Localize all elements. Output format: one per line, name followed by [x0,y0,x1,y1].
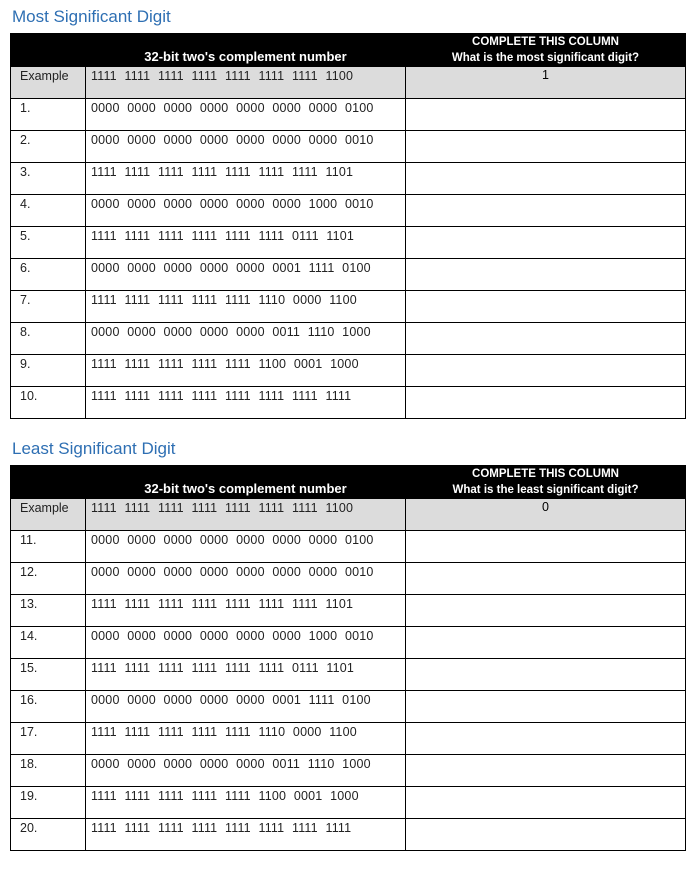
row-number: 1111 1111 1111 1111 1111 1111 1111 1111 [86,387,406,419]
table-row [11,195,686,227]
answer-cell[interactable] [406,323,686,355]
example-answer: 0 [406,499,686,531]
lsd-corner-header [11,466,86,499]
lsd-section-title: Least Significant Digit [12,439,176,458]
row-number: 0000 0000 0000 0000 0000 0001 1111 0100 [86,259,406,291]
row-number: 1111 1111 1111 1111 1111 1111 0111 1101 [86,659,406,691]
msd-example-row [11,67,686,99]
answer-cell[interactable] [406,627,686,659]
answer-cell[interactable] [406,723,686,755]
row-label: 6. [11,259,86,291]
answer-cell[interactable] [406,563,686,595]
example-number: 1111 1111 1111 1111 1111 1111 1111 1100 [86,67,406,99]
table-row [11,227,686,259]
row-label: 11. [11,531,86,563]
example-label: Example [11,499,86,531]
lsd-number-header: 32-bit two's complement number [86,466,406,499]
lsd-answer-header [406,466,686,499]
lsd-example-row [11,499,686,531]
example-number: 1111 1111 1111 1111 1111 1111 1111 1100 [86,499,406,531]
row-label: 20. [11,819,86,851]
table-row [11,755,686,787]
row-label: 3. [11,163,86,195]
lsd-header-row [11,466,686,499]
msd-table [10,33,686,419]
msd-question-label: What is the most significant digit? [451,52,640,64]
answer-cell[interactable] [406,387,686,419]
table-row [11,563,686,595]
table-row [11,99,686,131]
msd-complete-column-label: COMPLETE THIS COLUMN [472,36,619,48]
row-number: 1111 1111 1111 1111 1111 1111 1111 1101 [86,163,406,195]
table-row [11,787,686,819]
row-number: 1111 1111 1111 1111 1111 1110 0000 1100 [86,723,406,755]
table-row [11,627,686,659]
row-label: 18. [11,755,86,787]
table-row [11,163,686,195]
answer-cell[interactable] [406,755,686,787]
lsd-complete-column-label: COMPLETE THIS COLUMN [472,468,619,480]
answer-cell[interactable] [406,259,686,291]
row-label: 12. [11,563,86,595]
lsd-table [10,465,686,851]
row-number: 1111 1111 1111 1111 1111 1111 1111 1101 [86,595,406,627]
row-label: 15. [11,659,86,691]
answer-cell[interactable] [406,819,686,851]
answer-cell[interactable] [406,355,686,387]
row-label: 8. [11,323,86,355]
table-row [11,531,686,563]
row-number: 0000 0000 0000 0000 0000 0001 1111 0100 [86,691,406,723]
answer-cell[interactable] [406,531,686,563]
msd-header-row [11,34,686,67]
table-row [11,819,686,851]
row-label: 13. [11,595,86,627]
table-row [11,259,686,291]
row-number: 1111 1111 1111 1111 1111 1100 0001 1000 [86,787,406,819]
row-label: 9. [11,355,86,387]
answer-cell[interactable] [406,595,686,627]
row-number: 0000 0000 0000 0000 0000 0000 0000 0010 [86,131,406,163]
table-row [11,723,686,755]
row-label: 14. [11,627,86,659]
table-row [11,131,686,163]
row-number: 1111 1111 1111 1111 1111 1110 0000 1100 [86,291,406,323]
table-row [11,691,686,723]
row-number: 0000 0000 0000 0000 0000 0000 0000 0100 [86,531,406,563]
answer-cell[interactable] [406,227,686,259]
lsd-question-label: What is the least significant digit? [452,484,639,496]
row-number: 1111 1111 1111 1111 1111 1111 0111 1101 [86,227,406,259]
answer-cell[interactable] [406,291,686,323]
msd-section-title: Most Significant Digit [12,7,171,26]
msd-number-header: 32-bit two's complement number [86,34,406,67]
table-row [11,323,686,355]
table-row [11,659,686,691]
msd-corner-header [11,34,86,67]
example-answer: 1 [406,67,686,99]
row-number: 0000 0000 0000 0000 0000 0000 0000 0100 [86,99,406,131]
answer-cell[interactable] [406,691,686,723]
table-row [11,291,686,323]
row-label: 16. [11,691,86,723]
row-number: 0000 0000 0000 0000 0000 0011 1110 1000 [86,755,406,787]
row-label: 17. [11,723,86,755]
answer-cell[interactable] [406,195,686,227]
row-number: 0000 0000 0000 0000 0000 0000 1000 0010 [86,627,406,659]
row-label: 4. [11,195,86,227]
answer-cell[interactable] [406,131,686,163]
row-label: 7. [11,291,86,323]
row-label: 10. [11,387,86,419]
table-row [11,355,686,387]
row-label: 5. [11,227,86,259]
row-label: 19. [11,787,86,819]
row-number: 0000 0000 0000 0000 0000 0011 1110 1000 [86,323,406,355]
row-number: 1111 1111 1111 1111 1111 1111 1111 1111 [86,819,406,851]
table-row [11,595,686,627]
answer-cell[interactable] [406,787,686,819]
row-label: 1. [11,99,86,131]
answer-cell[interactable] [406,99,686,131]
row-number: 0000 0000 0000 0000 0000 0000 1000 0010 [86,195,406,227]
row-number: 0000 0000 0000 0000 0000 0000 0000 0010 [86,563,406,595]
row-label: 2. [11,131,86,163]
example-label: Example [11,67,86,99]
row-number: 1111 1111 1111 1111 1111 1100 0001 1000 [86,355,406,387]
answer-cell[interactable] [406,659,686,691]
table-row [11,387,686,419]
msd-answer-header [406,34,686,67]
answer-cell[interactable] [406,163,686,195]
